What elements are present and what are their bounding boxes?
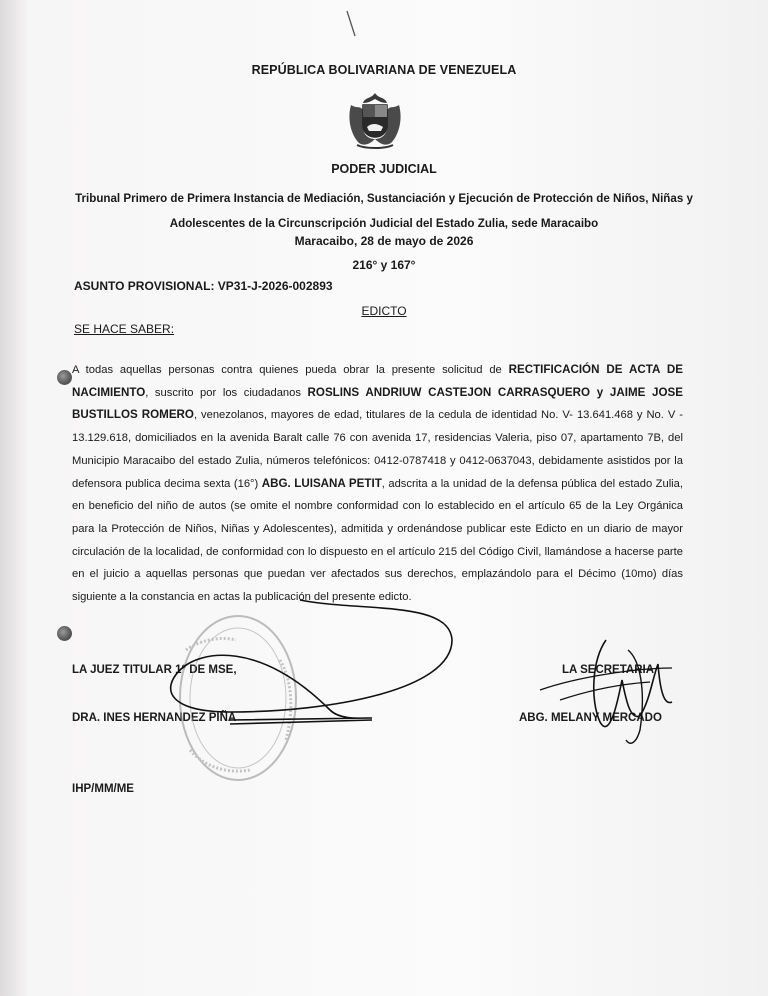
secretary-name: ABG. MELANY MERCADO: [519, 712, 662, 724]
header-judicial-power: PODER JUDICIAL: [331, 162, 437, 176]
document-title-text: EDICTO: [361, 304, 407, 318]
stray-pen-mark: [345, 10, 359, 38]
punch-hole-icon: [57, 626, 72, 641]
header-country: REPÚBLICA BOLIVARIANA DE VENEZUELA: [251, 63, 517, 77]
body-text-1: A todas aquellas personas contra quienes pueda obrar la presente solicitud de: [72, 364, 509, 376]
body-bold-request: RECTIFICACIÓN DE ACTA DE NACIMIENTO: [72, 363, 683, 399]
secretary-signature: [540, 640, 672, 743]
edict-body: [72, 359, 683, 609]
body-text-2: , suscrito por los ciudadanos: [145, 386, 308, 399]
reference-initials: IHP/MM/ME: [72, 783, 134, 795]
body-text-3: , venezolanos, mayores de edad, titulares de la cedula de identidad No. V- 13.641.468 y No. V - 13.129.618, domiciliados en la avenida Baralt calle 76 con avenida 17, residencias Valeria, piso 07, apartamento 7B, del Municipio Maracaibo del estado Zulia, números telefónicos: 0412-0787418 y 0412-0637043, debidamente asistidos por la defensora publica decima sexta (16°): [72, 409, 683, 490]
header-place-date: Maracaibo, 28 de mayo de 2026: [294, 234, 474, 248]
judge-name: DRA. INES HERNANDEZ PIÑA: [72, 712, 237, 724]
document-title: [0, 304, 768, 318]
judge-signature: [171, 600, 452, 724]
header-years: 216° y 167°: [352, 258, 416, 272]
coat-of-arms-icon: [343, 91, 407, 151]
judge-title: LA JUEZ TITULAR 1° DE MSE,: [72, 664, 237, 676]
body-text-4: , adscrita a la unidad de la defensa pública del estado Zulia, en beneficio del niño de autos (se omite el nombre conformidad con lo establecido en el artículo 65 de la Ley Orgánica para la Protección de Niños, Niñas y Adolescentes), admitida y ordenándose publicar este Edicto en un diario de mayor circulación de la localidad, de conformidad con lo dispuesto en el artículo 215 del Código Civil, llamándose a hacerse parte en el juicio a aquellas personas que puedan ver afectados sus derechos, emplazándolo para el Décimo (10mo) días siguiente a la constancia en actas la publicación del presente edicto.: [72, 477, 683, 604]
tribunal-line-1: Tribunal Primero de Primera Instancia de Mediación, Sustanciación y Ejecución de Protección de Niños, Niñas y: [75, 192, 693, 205]
tribunal-line-2: Adolescentes de la Circunscripción Judicial del Estado Zulia, sede Maracaibo: [169, 217, 599, 230]
court-stamp-icon: [180, 616, 296, 780]
body-bold-attorney: ABG. LUISANA PETIT: [261, 476, 382, 490]
body-bold-applicants: ROSLINS ANDRIUW CASTEJON CARRASQUERO y JAIME JOSE BUSTILLOS ROMERO: [72, 385, 683, 422]
intro-heading: SE HACE SABER:: [74, 322, 175, 336]
case-subject: ASUNTO PROVISIONAL: VP31-J-2026-002893: [74, 279, 333, 293]
header-tribunal: [0, 186, 768, 236]
punch-hole-icon: [57, 370, 72, 385]
secretary-title: LA SECRETARIA: [562, 664, 654, 676]
